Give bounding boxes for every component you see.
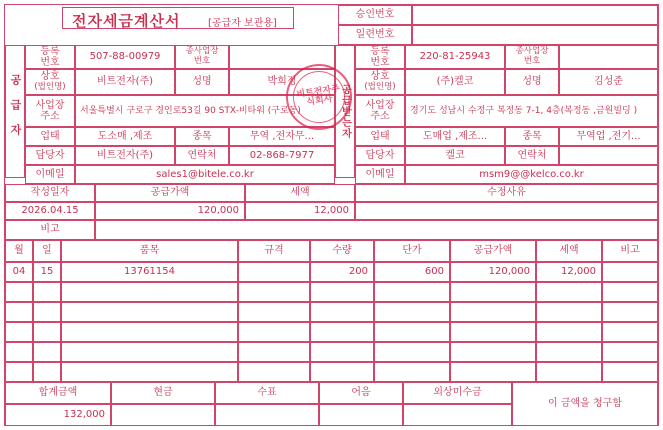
table-row[interactable] [33, 282, 61, 302]
table-row[interactable] [33, 302, 61, 322]
document-title: 전자세금계산서 [72, 12, 181, 30]
summary-reason-value[interactable] [355, 202, 658, 220]
summary-tax-label: 세액 [245, 184, 355, 202]
table-row[interactable] [238, 302, 310, 322]
buyer-company-value[interactable]: (주)켈코 [405, 69, 505, 95]
table-row[interactable] [5, 322, 33, 342]
table-row[interactable] [536, 282, 602, 302]
summary-supply-value[interactable]: 120,000 [95, 202, 245, 220]
buyer-manager-value[interactable]: 켈코 [405, 146, 505, 165]
table-row-name[interactable]: 13761154 [61, 262, 238, 282]
supplier-item-value[interactable]: 무역 ,전자무... [229, 127, 335, 146]
table-row[interactable] [238, 322, 310, 342]
table-row[interactable] [33, 342, 61, 362]
table-row[interactable] [238, 282, 310, 302]
footer-cash-value[interactable] [111, 404, 215, 426]
table-row-month[interactable]: 04 [5, 262, 33, 282]
buyer-reg-no-label-l1: 등록 [370, 45, 390, 57]
footer-check-label: 수표 [215, 382, 319, 404]
supplier-biztype-label: 업태 [25, 127, 75, 146]
supplier-rep-label: 성명 [175, 69, 229, 95]
supplier-address-label [25, 95, 75, 127]
table-row[interactable] [310, 322, 374, 342]
table-row[interactable] [536, 322, 602, 342]
table-row[interactable] [602, 322, 658, 342]
buyer-address-value[interactable]: 경기도 성남시 수정구 복정동 7-1, 4층(복정동 ,금원빌딩 ) [405, 95, 658, 127]
supplier-side-label-text: 공급자 [9, 74, 22, 149]
supplier-side-label [5, 45, 25, 178]
supplier-company-label-l2: (법인명) [34, 81, 66, 92]
table-row-day[interactable]: 15 [33, 262, 61, 282]
table-row[interactable] [33, 362, 61, 382]
table-row[interactable] [310, 302, 374, 322]
supplier-manager-label: 담당자 [25, 146, 75, 165]
buyer-side-label [335, 45, 355, 178]
document-subtitle: [공급자 보관용] [208, 18, 277, 29]
footer-credit-label: 외상미수금 [403, 382, 512, 404]
buyer-biztype-label: 업태 [355, 127, 405, 146]
table-row-price[interactable]: 600 [374, 262, 450, 282]
supplier-bizplace-no-label-l1: 종사업장 [185, 46, 219, 57]
serial-no-value[interactable] [412, 25, 658, 45]
table-row[interactable] [602, 282, 658, 302]
table-row[interactable] [61, 362, 238, 382]
supplier-address-value[interactable]: 서울특별시 구로구 경인로53길 90 STX-비타워 (구로동) [75, 95, 335, 127]
table-row[interactable] [374, 342, 450, 362]
table-row[interactable] [61, 342, 238, 362]
footer-cash-label: 현금 [111, 382, 215, 404]
summary-date-label: 작성일자 [5, 184, 95, 202]
summary-supply-label: 공급가액 [95, 184, 245, 202]
supplier-contact-label: 연락처 [175, 146, 229, 165]
summary-reason-label: 수정사유 [355, 184, 658, 202]
summary-tax-value[interactable]: 12,000 [245, 202, 355, 220]
buyer-biztype-value[interactable]: 도매업 ,제조... [405, 127, 505, 146]
table-row[interactable] [536, 342, 602, 362]
table-row-tax[interactable]: 12,000 [536, 262, 602, 282]
buyer-email-value[interactable]: msm9@@kelco.co.kr [405, 165, 658, 184]
supplier-address-label-l2: 주소 [40, 111, 60, 122]
buyer-bizplace-no-label-l2: 번호 [523, 56, 541, 66]
supplier-rep-value[interactable]: 박희정 [229, 69, 335, 95]
table-row[interactable] [374, 302, 450, 322]
footer-total-value[interactable]: 132,000 [5, 404, 111, 426]
buyer-reg-no-label [355, 45, 405, 69]
supplier-bizplace-no-label [175, 45, 229, 69]
supplier-reg-no-label [25, 45, 75, 69]
buyer-address-label [355, 95, 405, 127]
table-row[interactable] [602, 342, 658, 362]
footer-credit-value[interactable] [403, 404, 512, 426]
footer-total-label: 합계금액 [5, 382, 111, 404]
buyer-bizplace-no-label-l1: 종사업장 [515, 46, 549, 57]
company-seal-text: 비트전자주식회사 [290, 68, 349, 127]
items-header-spec: 규격 [238, 240, 310, 262]
supplier-contact-value[interactable]: 02-868-7977 [229, 146, 335, 165]
buyer-email-label: 이메일 [355, 165, 405, 184]
supplier-manager-value[interactable]: 비트전자(주) [75, 146, 175, 165]
table-row-spec[interactable] [238, 262, 310, 282]
buyer-rep-label: 성명 [505, 69, 559, 95]
table-row-note[interactable] [602, 262, 658, 282]
table-row[interactable] [536, 362, 602, 382]
supplier-biztype-value[interactable]: 도소매 ,제조 [75, 127, 175, 146]
items-header-month: 월 [5, 240, 33, 262]
supplier-reg-no-label-l1: 등록 [40, 45, 60, 57]
supplier-email-value[interactable]: sales1@bitele.co.kr [75, 165, 335, 184]
footer-closing-cell [512, 382, 658, 426]
table-row[interactable] [374, 282, 450, 302]
buyer-company-label-l1: 상호 [370, 71, 390, 83]
approval-no-value[interactable] [412, 5, 658, 25]
table-row[interactable] [310, 282, 374, 302]
table-row[interactable] [5, 362, 33, 382]
footer-closing-text: 이 금액을 청구함 [548, 398, 622, 410]
table-row[interactable] [450, 342, 536, 362]
items-header-qty: 수량 [310, 240, 374, 262]
items-header-day: 일 [33, 240, 61, 262]
footer-check-value[interactable] [215, 404, 319, 426]
table-row[interactable] [61, 322, 238, 342]
table-row[interactable] [450, 282, 536, 302]
approval-no-label: 승인번호 [338, 5, 412, 25]
table-row[interactable] [238, 362, 310, 382]
buyer-contact-label: 연락처 [505, 146, 559, 165]
table-row[interactable] [5, 282, 33, 302]
items-header-name: 품목 [61, 240, 238, 262]
serial-no-label: 일련번호 [338, 25, 412, 45]
supplier-reg-no-label-l2: 번호 [40, 57, 60, 68]
table-row[interactable] [374, 362, 450, 382]
supplier-email-label: 이메일 [25, 165, 75, 184]
table-row[interactable] [310, 342, 374, 362]
table-row[interactable] [536, 302, 602, 322]
supplier-company-label-l1: 상호 [40, 71, 60, 83]
items-header-note: 비고 [602, 240, 658, 262]
table-row[interactable] [602, 362, 658, 382]
supplier-reg-no-value[interactable]: 507-88-00979 [75, 45, 175, 69]
buyer-item-label: 종목 [505, 127, 559, 146]
items-header-supply: 공급가액 [450, 240, 536, 262]
buyer-rep-value[interactable]: 김성준 [559, 69, 658, 95]
table-row[interactable] [61, 282, 238, 302]
table-row[interactable] [310, 362, 374, 382]
supplier-bizplace-no-value[interactable] [229, 45, 335, 69]
footer-promissory-label: 어음 [319, 382, 403, 404]
table-row-supply[interactable]: 120,000 [450, 262, 536, 282]
supplier-bizplace-no-label-l2: 번호 [193, 56, 211, 66]
summary-note-value[interactable] [95, 220, 658, 240]
buyer-company-label-l2: (법인명) [364, 81, 396, 92]
buyer-side-label-text: 공급받는자 [339, 84, 351, 139]
table-row[interactable] [450, 302, 536, 322]
summary-note-label: 비고 [5, 220, 95, 240]
supplier-company-value[interactable]: 비트전자(주) [75, 69, 175, 95]
table-row[interactable] [450, 362, 536, 382]
table-row[interactable] [374, 322, 450, 342]
table-row[interactable] [5, 342, 33, 362]
buyer-manager-label: 담당자 [355, 146, 405, 165]
table-row-qty[interactable]: 200 [310, 262, 374, 282]
buyer-reg-no-value[interactable]: 220-81-25943 [405, 45, 505, 69]
items-header-tax: 세액 [536, 240, 602, 262]
table-row[interactable] [61, 302, 238, 322]
buyer-item-value[interactable]: 무역업 ,전기... [559, 127, 658, 146]
items-header-price: 단가 [374, 240, 450, 262]
supplier-company-label [25, 69, 75, 95]
buyer-address-label-l1: 사업장 [365, 99, 395, 111]
buyer-contact-value[interactable] [559, 146, 658, 165]
buyer-bizplace-no-label [505, 45, 559, 69]
buyer-company-label [355, 69, 405, 95]
buyer-bizplace-no-value[interactable] [559, 45, 658, 69]
table-row[interactable] [33, 322, 61, 342]
table-row[interactable] [5, 302, 33, 322]
table-row[interactable] [602, 302, 658, 322]
summary-date-value[interactable]: 2026.04.15 [5, 202, 95, 220]
supplier-item-label: 종목 [175, 127, 229, 146]
buyer-address-label-l2: 주소 [370, 111, 390, 122]
table-row[interactable] [238, 342, 310, 362]
buyer-reg-no-label-l2: 번호 [370, 57, 390, 68]
footer-promissory-value[interactable] [319, 404, 403, 426]
table-row[interactable] [450, 322, 536, 342]
supplier-address-label-l1: 사업장 [35, 99, 65, 111]
